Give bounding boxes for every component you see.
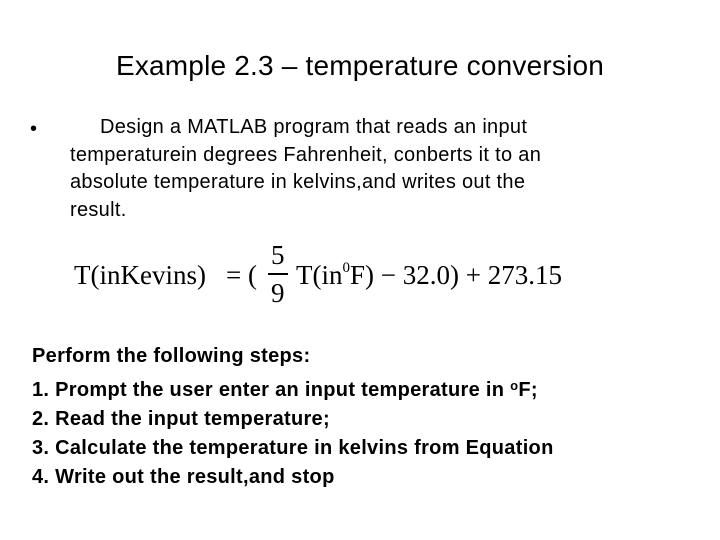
step-text: F; xyxy=(518,379,538,401)
degree-superscript: o xyxy=(510,378,519,393)
bullet-line: Design a MATLAB program that reads an input xyxy=(100,116,528,138)
equation-term-close: F) − 32.0) + 273.15 xyxy=(350,260,562,290)
equation-term-open: T(in xyxy=(296,260,343,290)
bullet-line: absolute temperature in kelvins,and writes out the xyxy=(70,171,526,193)
step-item: 2. Read the input temperature; xyxy=(32,408,330,430)
step-item: 3. Calculate the temperature in kelvins from Equation xyxy=(32,437,554,459)
bullet-paragraph xyxy=(70,114,670,224)
equation-lhs: T(inKevins) xyxy=(74,260,206,290)
steps-list xyxy=(32,342,712,492)
equation-equals: = ( xyxy=(226,260,257,290)
bullet-line: result. xyxy=(70,198,127,221)
equation-rhs xyxy=(296,260,562,291)
step-item: 4. Write out the result,and stop xyxy=(32,466,335,488)
fraction-bar xyxy=(268,273,288,275)
fraction-numerator: 5 xyxy=(271,240,285,270)
degree-superscript: 0 xyxy=(342,260,350,276)
steps-heading: Perform the following steps: xyxy=(32,345,311,367)
bullet-line: temperaturein degrees Fahrenheit, conberts it to an xyxy=(70,143,542,166)
fraction-denominator: 9 xyxy=(271,278,285,308)
slide-title: Example 2.3 – temperature conversion xyxy=(115,50,605,81)
conversion-equation xyxy=(74,240,634,315)
bullet-marker: • xyxy=(30,118,38,140)
step-item xyxy=(32,371,712,405)
step-text: 1. Prompt the user enter an input temperature in xyxy=(32,379,511,401)
